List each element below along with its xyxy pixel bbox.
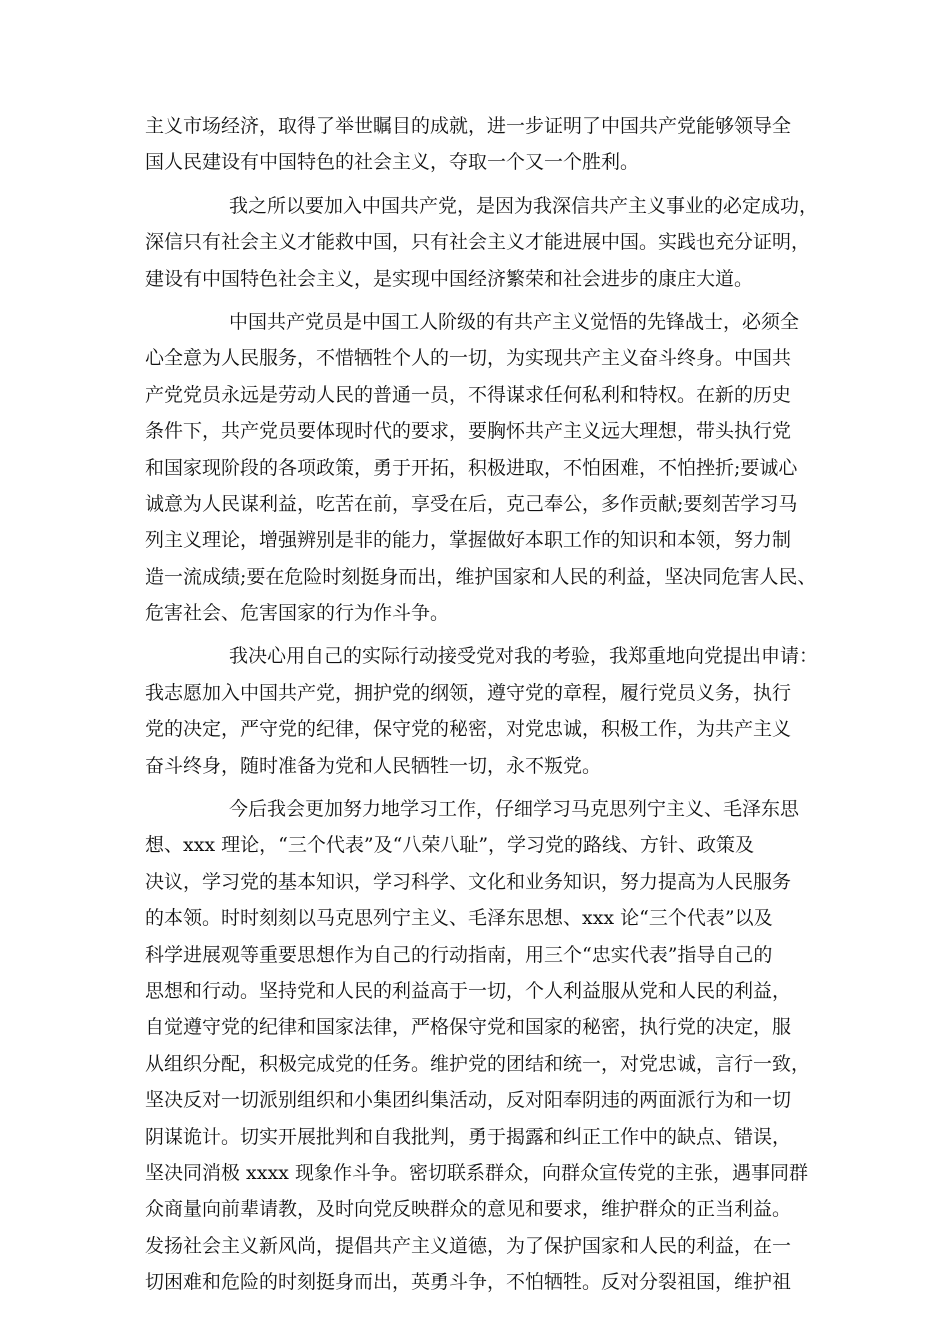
paragraph-line: 发扬社会主义新风尚，提倡共产主义道德，为了保护国家和人民的利益，在一 [145,1234,792,1257]
paragraph-line: 中国共产党员是中国工人阶级的有共产主义觉悟的先锋战士，必须全 [229,310,800,333]
paragraph-line: 列主义理论，增强辨别是非的能力，掌握做好本职工作的知识和本领，努力制 [145,529,792,552]
paragraph-line: 造一流成绩;要在危险时刻挺身而出，维护国家和人民的利益，坚决同危害人民、 [145,565,817,588]
paragraph-line: 我之所以要加入中国共产党，是因为我深信共产主义事业的必定成功， [229,194,819,217]
paragraph-line: 心全意为人民服务，不惜牺牲个人的一切，为实现共产主义奋斗终身。中国共 [145,347,792,370]
paragraph-line: 党的决定，严守党的纪律，保守党的秘密，对党忠诚，积极工作，为共产主义 [145,718,792,741]
paragraph [145,638,825,784]
paragraph-line: 我决心用自己的实际行动接受党对我的考验，我郑重地向党提出申请： [229,645,819,668]
paragraph [145,304,825,632]
paragraph-line: 今后我会更加努力地学习工作，仔细学习马克思列宁主义、毛泽东思 [229,798,800,821]
paragraph-line: 切困难和危险的时刻挺身而出，英勇斗争，不怕牺牲。反对分裂祖国，维护祖 [145,1271,792,1294]
document-body [145,108,825,1301]
paragraph-line: 条件下，共产党员要体现时代的要求，要胸怀共产主义远大理想，带头执行党 [145,420,792,443]
paragraph-line: 众商量向前辈请教，及时向党反映群众的意见和要求，维护群众的正当利益。 [145,1198,792,1221]
paragraph-line: 科学进展观等重要思想作为自己的行动指南，用三个“忠实代表”指导自己的 [145,943,773,966]
paragraph-line: 决议，学习党的基本知识，学习科学、文化和业务知识，努力提高为人民服务 [145,870,792,893]
paragraph-line: 想、xxx 理论，“三个代表”及“八荣八耻”，学习党的路线、方针、政策及 [145,834,755,857]
paragraph-line: 奋斗终身，随时准备为党和人民牺牲一切，永不叛党。 [145,754,602,777]
paragraph [145,791,825,1300]
paragraph-line: 坚决同消极 xxxx 现象作斗争。密切联系群众，向群众宣传党的主张，遇事同群 [145,1161,808,1184]
paragraph-line: 建设有中国特色社会主义，是实现中国经济繁荣和社会进步的康庄大道。 [145,267,754,290]
paragraph-line: 诚意为人民谋利益，吃苦在前，享受在后，克己奉公，多作贡献;要刻苦学习马 [145,492,798,515]
paragraph-line: 阴谋诡计。切实开展批判和自我批判，勇于揭露和纠正工作中的缺点、错误， [145,1125,792,1148]
paragraph-line: 自觉遵守党的纪律和国家法律，严格保守党和国家的秘密，执行党的决定，服 [145,1016,792,1039]
paragraph [145,108,825,181]
paragraph [145,188,825,297]
paragraph-line: 和国家现阶段的各项政策，勇于开拓，积极进取，不怕困难，不怕挫折;要诚心 [145,456,798,479]
paragraph-line: 深信只有社会主义才能救中国，只有社会主义才能进展中国。实践也充分证明， [145,231,811,254]
paragraph-line: 从组织分配，积极完成党的任务。维护党的团结和统一，对党忠诚，言行一致， [145,1052,811,1075]
paragraph-line: 国人民建设有中国特色的社会主义，夺取一个又一个胜利。 [145,151,640,174]
paragraph-line: 的本领。时时刻刻以马克思列宁主义、毛泽东思想、xxx 论“三个代表”以及 [145,907,773,930]
paragraph-line: 危害社会、危害国家的行为作斗争。 [145,602,450,625]
paragraph-line: 思想和行动。坚持党和人民的利益高于一切，个人利益服从党和人民的利益， [145,979,792,1002]
paragraph-line: 我志愿加入中国共产党，拥护党的纲领，遵守党的章程，履行党员义务，执行 [145,681,792,704]
paragraph-line: 产党党员永远是劳动人民的普通一员，不得谋求任何私利和特权。在新的历史 [145,383,792,406]
paragraph-line: 坚决反对一切派别组织和小集团纠集活动，反对阳奉阴违的两面派行为和一切 [145,1089,792,1112]
paragraph-line: 主义市场经济，取得了举世瞩目的成就，进一步证明了中国共产党能够领导全 [145,115,792,137]
